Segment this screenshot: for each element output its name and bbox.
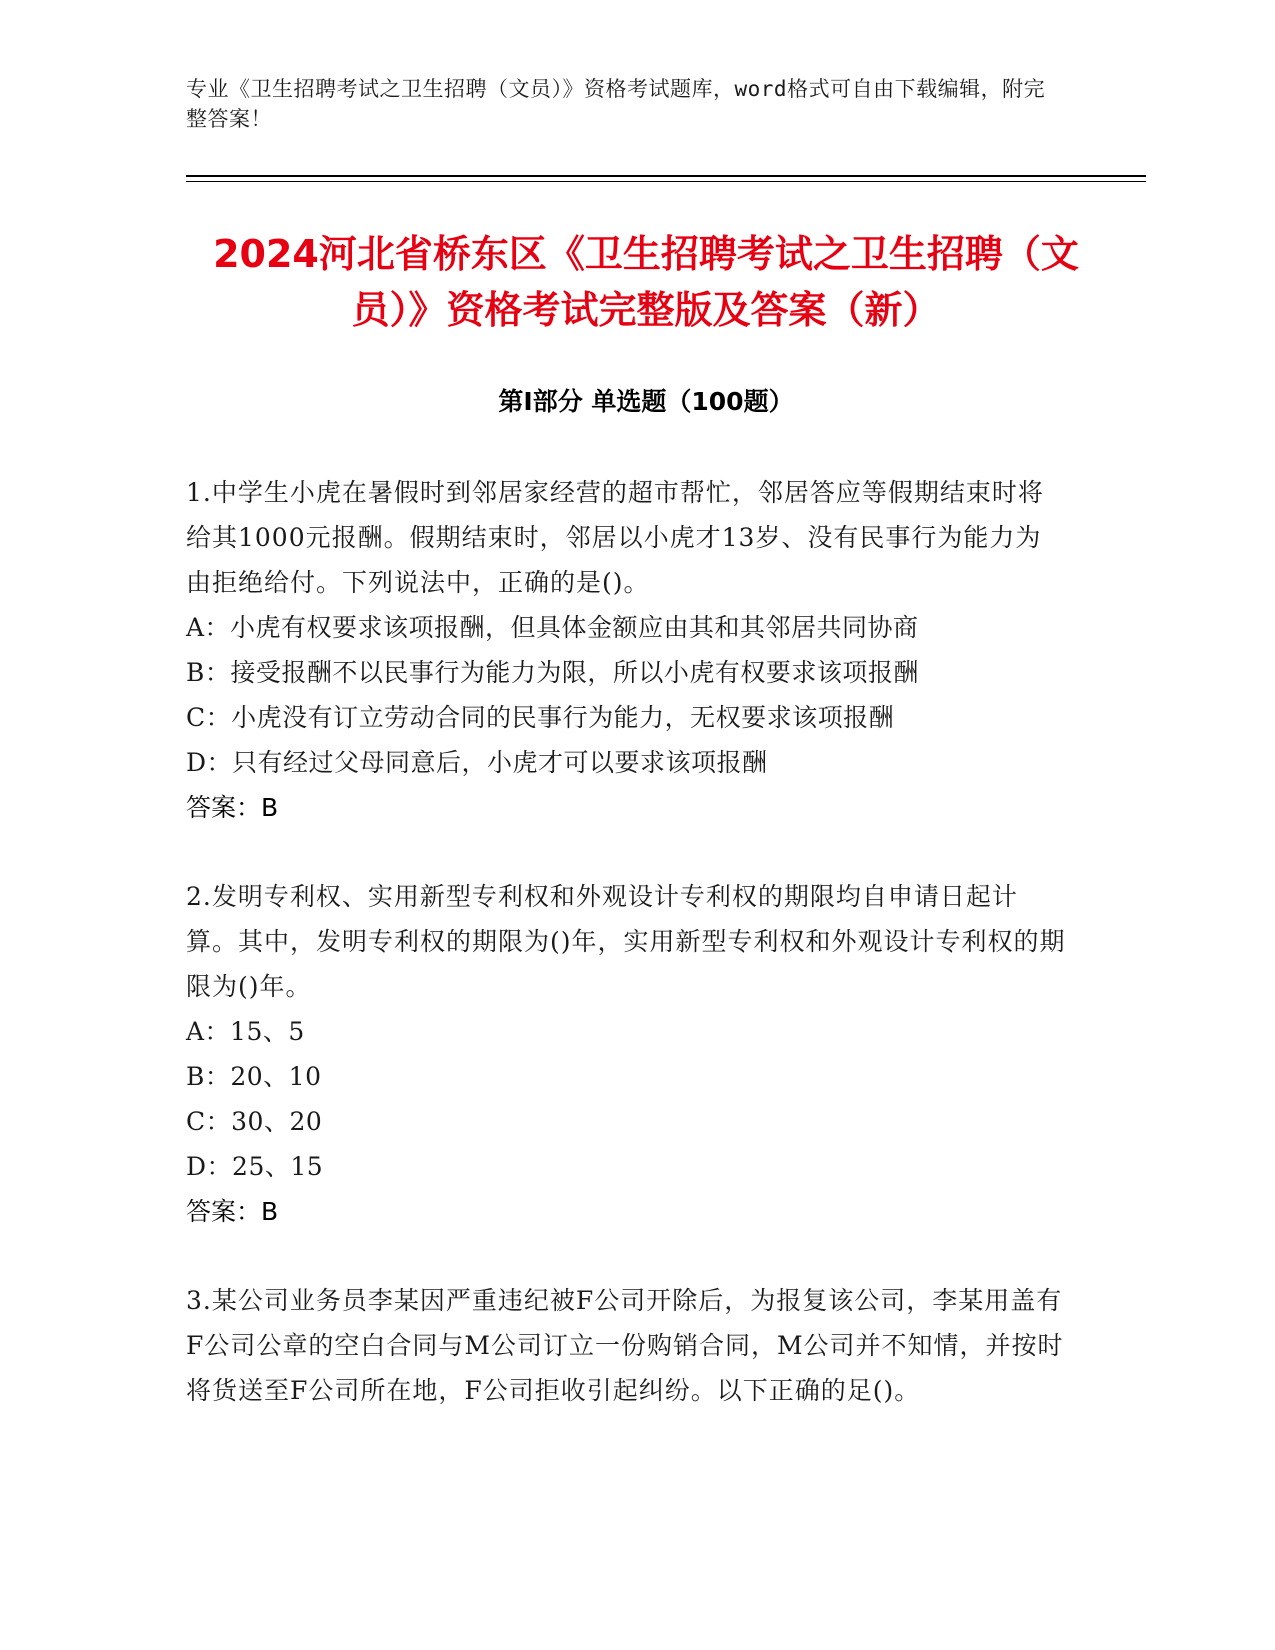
answer-label: 答案：B [186,793,279,822]
option-a: A：15、5 [186,1017,305,1046]
question-stem: 1.中学生小虎在暑假时到邻居家经营的超市帮忙，邻居答应等假期结束时将给其1000元报酬。假期结束时，邻居以小虎才13岁、没有民事行为能力为由拒绝给付。下列说法中，正确的是()。 [186,478,1044,597]
option-b: B：20、10 [186,1062,322,1091]
option-c: C：小虎没有订立劳动合同的民事行为能力，无权要求该项报酬 [186,703,895,732]
header-divider-thin [186,181,1146,182]
header-divider-thick [186,175,1146,177]
document-title: 2024河北省桥东区《卫生招聘考试之卫生招聘（文员）》资格考试完整版及答案（新） [213,232,1079,332]
question-3 [186,1278,1066,1413]
question-stem: 2.发明专利权、实用新型专利权和外观设计专利权的期限均自申请日起计算。其中，发明专利权的期限为()年，实用新型专利权和外观设计专利权的期限为()年。 [186,882,1066,1001]
option-a: A：小虎有权要求该项报酬，但具体金额应由其和其邻居共同协商 [186,613,919,642]
question-1 [186,470,1066,830]
header-note: 专业《卫生招聘考试之卫生招聘（文员）》资格考试题库，word格式可自由下载编辑，附完整答案！ [186,77,1046,131]
question-2 [186,874,1066,1234]
answer-label: 答案：B [186,1197,279,1226]
section-title: 第Ⅰ部分 单选题（100题） [498,387,794,416]
question-list [186,470,1066,1457]
option-b: B：接受报酬不以民事行为能力为限，所以小虎有权要求该项报酬 [186,658,919,687]
question-stem: 3.某公司业务员李某因严重违纪被F公司开除后，为报复该公司，李某用盖有F公司公章的空白合同与M公司订立一份购销合同，M公司并不知情，并按时将货送至F公司所在地，F公司拒收引起纠纷。以下正确的足()。 [186,1286,1064,1405]
option-c: C：30、20 [186,1107,323,1136]
option-d: D：只有经过父母同意后，小虎才可以要求该项报酬 [186,748,768,777]
option-d: D：25、15 [186,1152,324,1181]
